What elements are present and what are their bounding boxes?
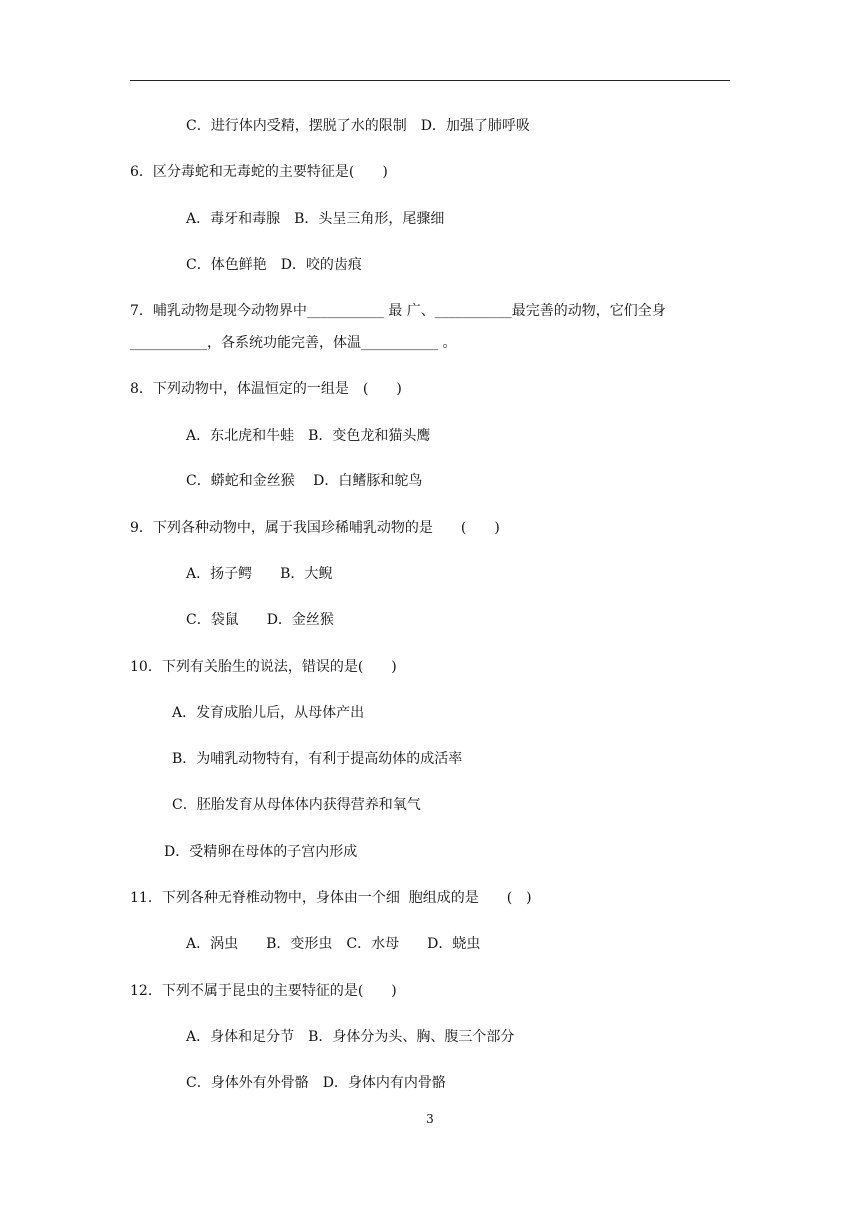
q12-option-cd: C．身体外有外骨骼 D．身体内有内骨骼 (186, 1075, 446, 1091)
q10-option-d: D．受精卵在母体的子宫内形成 (164, 844, 358, 860)
question-9: 9．下列各种动物中，属于我国珍稀哺乳动物的是 ( ) (130, 520, 500, 536)
question-7-line-2: ___________，各系统功能完善，体温___________ 。 (130, 335, 457, 351)
q9-option-cd: C．袋鼠 D．金丝猴 (186, 612, 334, 628)
q8-option-cd: C．蟒蛇和金丝猴 D．白鳍豚和鸵鸟 (186, 473, 423, 489)
q11-options: A．涡虫 B．变形虫 C．水母 D．蛲虫 (186, 936, 481, 952)
q6-option-cd: C．体色鲜艳 D．咬的齿痕 (186, 257, 362, 273)
q5-option-cd: C．进行体内受精，摆脱了水的限制 D．加强了肺呼吸 (186, 118, 530, 134)
q6-option-ab: A．毒牙和毒腺 B．头呈三角形，尾骤细 (186, 211, 445, 227)
q9-option-ab: A．扬子鳄 B．大鲵 (186, 566, 333, 582)
q8-option-ab: A．东北虎和牛蛙 B．变色龙和猫头鹰 (186, 428, 431, 444)
q10-option-c: C．胚胎发育从母体体内获得营养和氧气 (172, 797, 421, 813)
q10-option-b: B．为哺乳动物特有，有利于提高幼体的成活率 (172, 751, 463, 767)
question-7-line-1: 7．哺乳动物是现今动物界中___________ 最 广、___________最完善的动物，它们全身 (130, 303, 666, 319)
question-8: 8．下列动物中，体温恒定的一组是 ( ) (130, 381, 402, 397)
question-12: 12．下列不属于昆虫的主要特征的是( ) (130, 983, 397, 999)
question-6: 6．区分毒蛇和无毒蛇的主要特征是( ) (130, 164, 388, 180)
question-11: 11．下列各种无脊椎动物中，身体由一个细 胞组成的是 ( ) (130, 890, 532, 906)
question-10: 10．下列有关胎生的说法，错误的是( ) (130, 659, 397, 675)
header-rule (130, 80, 730, 81)
q12-option-ab: A．身体和足分节 B．身体分为头、胸、腹三个部分 (186, 1029, 515, 1045)
q10-option-a: A．发育成胎儿后，从母体产出 (172, 705, 365, 721)
page-number: 3 (426, 1112, 434, 1126)
